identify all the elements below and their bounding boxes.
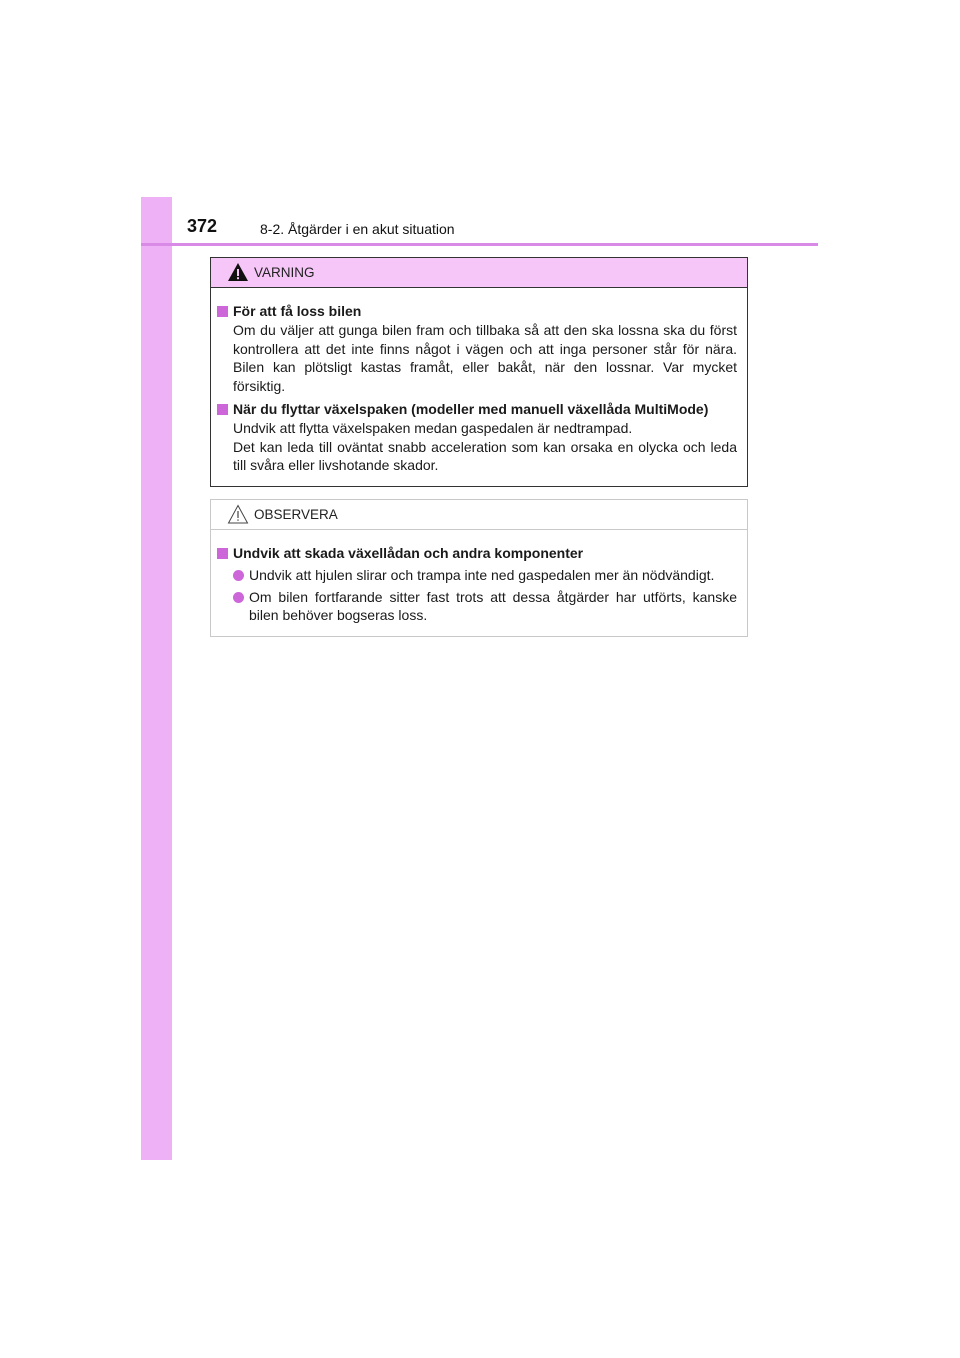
- square-bullet-icon: [217, 404, 228, 415]
- notice-triangle-icon: [227, 504, 249, 524]
- warning-header: [211, 258, 747, 288]
- square-bullet-icon: [217, 306, 228, 317]
- warning-box: [210, 257, 748, 487]
- round-bullet-icon: [233, 592, 244, 603]
- page-number: 372: [187, 216, 218, 236]
- warning-body: [211, 288, 747, 475]
- warning-item-text: Om du väljer att gunga bilen fram och tillbaka så att den ska lossna ska du först kontrollera att det inte finns något i vägen och att inga personer står för nära. Bilen kan plötsligt kastas framåt, eller bakåt, när den lossnar. Var mycket försiktig.: [233, 322, 737, 394]
- square-bullet-icon: [217, 548, 228, 559]
- notice-box: [210, 499, 748, 637]
- list-item: Undvik att hjulen slirar och trampa inte ned gaspedalen mer än nödvändigt.: [217, 566, 737, 585]
- notice-title: Undvik att skada växellådan och andra komponenter: [233, 545, 584, 561]
- notice-body: [211, 530, 747, 625]
- warning-item-text: Det kan leda till oväntat snabb acceleration som kan orsaka en olycka och leda till svåra eller livshotande skador.: [233, 438, 737, 473]
- section-title: 8-2. Åtgärder i en akut situation: [260, 221, 455, 237]
- warning-item-text: Undvik att flytta växelspaken medan gaspedalen är nedtrampad.: [233, 420, 633, 436]
- warning-item-title: När du flyttar växelspaken (modeller med manuell växellåda MultiMode): [233, 401, 709, 417]
- warning-item-title: För att få loss bilen: [233, 303, 362, 319]
- notice-label: OBSERVERA: [254, 507, 338, 522]
- header-rule: [141, 243, 818, 246]
- warning-triangle-icon: [227, 262, 249, 282]
- list-item: Om bilen fortfarande sitter fast trots att dessa åtgärder har utförts, kanske bilen behöver bogseras loss.: [217, 588, 737, 625]
- notice-header: [211, 500, 747, 530]
- round-bullet-icon: [233, 570, 244, 581]
- warning-item: [217, 400, 737, 475]
- warning-item: [217, 302, 737, 395]
- warning-label: VARNING: [254, 265, 315, 280]
- side-tab-strip: [141, 197, 172, 1160]
